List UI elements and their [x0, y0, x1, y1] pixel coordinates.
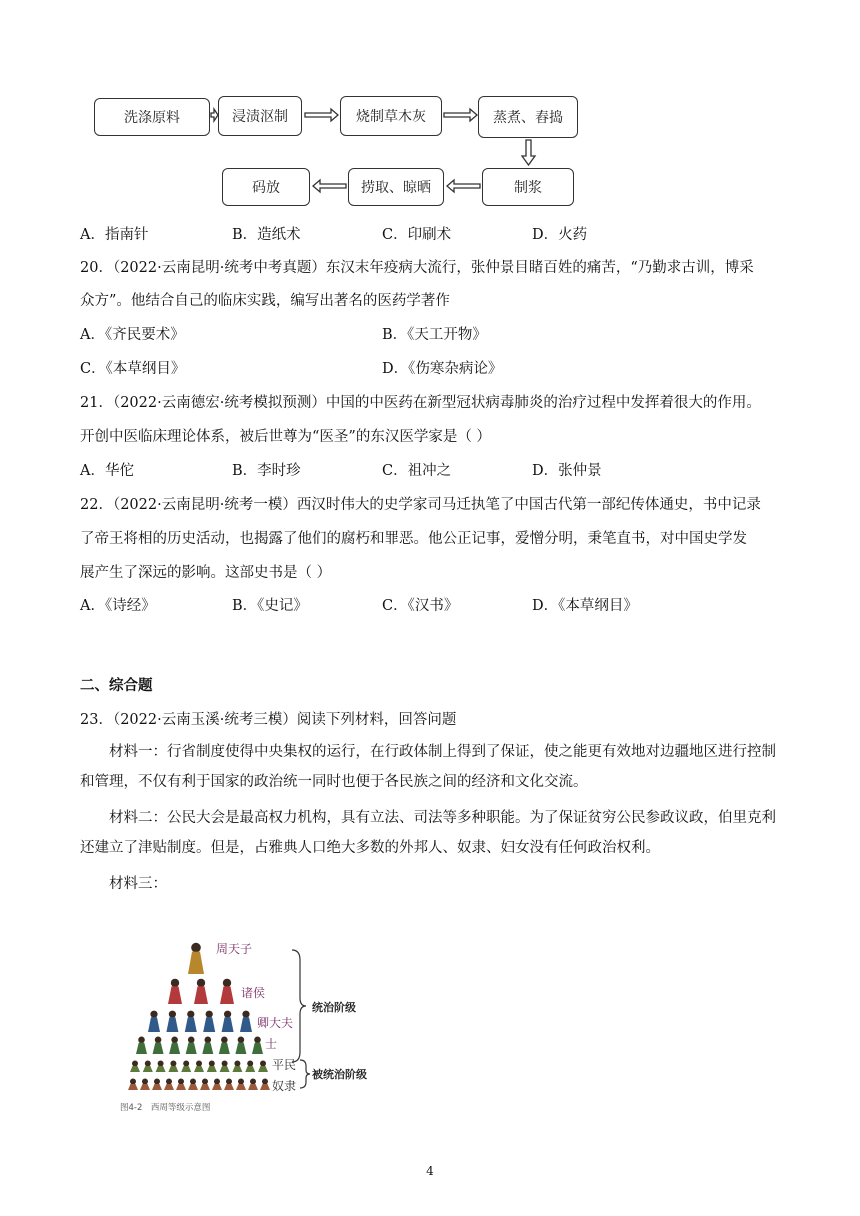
figure-body [207, 1066, 217, 1072]
figure-head [206, 1011, 213, 1018]
figure-head [183, 1061, 189, 1067]
q23-material-1: 材料一：行省制度使得中央集权的运行，在行政体制上得到了保证，使之能更有效地对边疆地区进行控制和管理，不仅有利于国家的政治统一同时也便于各民族之间的经济和文化交流。 [80, 744, 776, 790]
q22-line-3: 展产生了深远的影响。这部史书是（ ） [80, 565, 332, 581]
figure-head [154, 1079, 160, 1085]
q20-line-1: 20．（2022·云南昆明·统考中考真题）东汉末年疫病大流行，张仲景目睹百姓的痛苦，“乃勤求古训，博采 [80, 260, 754, 276]
section-title: 二、综合题 [80, 678, 153, 694]
brace-ruling [292, 950, 306, 1062]
figure-body [152, 1084, 162, 1090]
figure-body [212, 1084, 222, 1090]
figure-head [204, 1037, 211, 1044]
flow-step-6: 捞取、晾晒 [348, 168, 444, 206]
q22-option-a: A．《诗经》 [80, 598, 156, 614]
q23-material-3: 材料三： [109, 876, 167, 892]
figure-head [142, 1079, 148, 1085]
figure-body [236, 1084, 246, 1090]
level-label-king: 周天子 [216, 942, 253, 956]
q21-line-2: 开创中医临床理论体系，被后世尊为“医圣”的东汉医学家是（ ） [80, 429, 491, 445]
figure-head [214, 1079, 220, 1085]
figure-head [145, 1061, 151, 1067]
figure-body [140, 1084, 150, 1090]
figure-head [188, 1037, 195, 1044]
figure-head [234, 1061, 240, 1067]
figure-head [209, 1061, 215, 1067]
arrow-left-icon [313, 180, 346, 192]
figure-head [242, 1011, 249, 1018]
figure-body [258, 1066, 268, 1072]
figure-head [260, 1061, 266, 1067]
figure-head [197, 979, 205, 987]
figure-head [238, 1037, 245, 1044]
q22-line-1: 22．（2022·云南昆明·统考一模）西汉时伟大的史学家司马迁执笔了中国古代第一部纪传体通史，书中记录 [80, 497, 761, 513]
q20-option-a: A．《齐民要术》 [80, 327, 185, 343]
figure-head [262, 1079, 268, 1085]
figure-body [188, 952, 204, 974]
figure-body [235, 1043, 246, 1054]
q21-option-c: C．祖冲之 [382, 463, 452, 479]
flow-step-5: 制浆 [482, 168, 574, 206]
figure-head [221, 1037, 228, 1044]
flow-step-2: 浸渍沤制 [218, 96, 302, 136]
ruling-class-label: 统治阶级 [312, 1001, 356, 1014]
figure-head [190, 1079, 196, 1085]
figure-head [196, 1061, 202, 1067]
q22-option-c: C．《汉书》 [382, 598, 459, 614]
q22-option-b: B．《史记》 [232, 598, 308, 614]
figure-head [250, 1079, 256, 1085]
q21-option-b: B．李时珍 [232, 463, 301, 479]
figure-body [200, 1084, 210, 1090]
figure-body [169, 1043, 180, 1054]
figure-body [130, 1066, 140, 1072]
figure-body [168, 1066, 178, 1072]
figure-body [245, 1066, 255, 1072]
q19-option-b: B．造纸术 [232, 227, 301, 243]
figure-head [158, 1061, 164, 1067]
figure-body [194, 1066, 204, 1072]
figure-body [143, 1066, 153, 1072]
figure-body [176, 1084, 186, 1090]
figure-caption: 图4-2 西周等级示意图 [120, 1103, 211, 1113]
figure-body [219, 1043, 230, 1054]
q22-option-d: D．《本草纲目》 [532, 598, 638, 614]
flow-step-3: 烧制草木灰 [340, 96, 442, 136]
figure-body [203, 1017, 215, 1032]
figure-body [232, 1066, 242, 1072]
figure-body [222, 1017, 234, 1032]
figure-body [148, 1017, 160, 1032]
figure-head [222, 1061, 228, 1067]
figure-body [194, 986, 208, 1004]
figure-head [224, 1011, 231, 1018]
figure-body [136, 1043, 147, 1054]
figure-head [155, 1037, 162, 1044]
flow-step-7: 码放 [222, 168, 310, 206]
level-label-commoner: 平民 [272, 1058, 297, 1072]
figure-head [247, 1061, 253, 1067]
figure-head [171, 1037, 178, 1044]
brace-ruled [300, 1060, 310, 1088]
q20-option-d: D．《伤寒杂病论》 [382, 361, 503, 377]
arrow-right-icon [444, 109, 477, 121]
q20-option-c: C．《本草纲目》 [80, 361, 186, 377]
figure-body [260, 1084, 270, 1090]
figure-body [164, 1084, 174, 1090]
figure-body [220, 1066, 230, 1072]
q21-line-1: 21．（2022·云南德宏·统考模拟预测）中国的中医药在新型冠状病毒肺炎的治疗过程中发挥着很大的作用。 [80, 395, 761, 411]
q19-option-a: A．指南针 [80, 227, 149, 243]
pyramid-figure [120, 930, 380, 1130]
figure-head [166, 1079, 172, 1085]
arrow-right-icon [305, 109, 338, 121]
figure-head [138, 1037, 145, 1044]
figure-head [130, 1079, 136, 1085]
q23-material-2: 材料二：公民大会是最高权力机构，具有立法、司法等多种职能。为了保证贫穷公民参政议政，伯里克利还建立了津贴制度。但是，占雅典人口绝大多数的外邦人、奴隶、妇女没有任何政治权利。 [80, 810, 776, 856]
figure-body [252, 1043, 263, 1054]
ruled-class-label: 被统治阶级 [312, 1068, 367, 1081]
figure-head [226, 1079, 232, 1085]
arrow-left-icon [447, 180, 480, 192]
figure-head [178, 1079, 184, 1085]
arrow-right-icon [211, 109, 218, 121]
q22-line-2: 了帝王将相的历史活动，也揭露了他们的腐朽和罪恶。他公正记事，爱憎分明，秉笔直书，对中国史学发 [80, 531, 747, 547]
figure-head [238, 1079, 244, 1085]
q21-option-d: D．张仲景 [532, 463, 602, 479]
figure-head [171, 979, 179, 987]
figure-body [188, 1084, 198, 1090]
q23-line-1: 23．（2022·云南玉溪·统考三模）阅读下列材料，回答问题 [80, 712, 457, 728]
flow-arrows [0, 0, 860, 220]
level-label-lords: 诸侯 [241, 986, 266, 1000]
figure-head [191, 943, 201, 953]
figure-body [224, 1084, 234, 1090]
flow-step-4: 蒸煮、舂捣 [478, 96, 578, 138]
arrow-down-icon [522, 140, 535, 165]
q21-option-a: A．华佗 [80, 463, 134, 479]
level-label-slave: 奴隶 [272, 1079, 297, 1093]
figure-body [202, 1043, 213, 1054]
q19-option-d: D．火药 [532, 227, 588, 243]
figure-body [240, 1017, 252, 1032]
figure-head [223, 979, 231, 987]
figure-head [187, 1011, 194, 1018]
figure-head [254, 1037, 261, 1044]
figure-head [202, 1079, 208, 1085]
figure-head [169, 1011, 176, 1018]
figure-body [220, 986, 234, 1004]
figure-body [185, 1017, 197, 1032]
figure-body [186, 1043, 197, 1054]
figure-body [128, 1084, 138, 1090]
figure-head [170, 1061, 176, 1067]
level-label-shi: 士 [265, 1037, 278, 1051]
level-label-ministers: 卿大夫 [257, 1016, 294, 1030]
figure-body [166, 1017, 178, 1032]
flow-step-1: 洗涤原料 [94, 98, 210, 136]
figure-head [132, 1061, 138, 1067]
figure-body [168, 986, 182, 1004]
figure-body [181, 1066, 191, 1072]
figure-body [156, 1066, 166, 1072]
figure-body [248, 1084, 258, 1090]
q20-line-2: 众方”。他结合自己的临床实践，编写出著名的医药学著作 [80, 293, 450, 309]
figure-body [153, 1043, 164, 1054]
q20-option-b: B．《天工开物》 [382, 327, 487, 343]
page-number: 4 [426, 1164, 434, 1178]
q19-option-c: C．印刷术 [382, 227, 452, 243]
figure-head [150, 1011, 157, 1018]
